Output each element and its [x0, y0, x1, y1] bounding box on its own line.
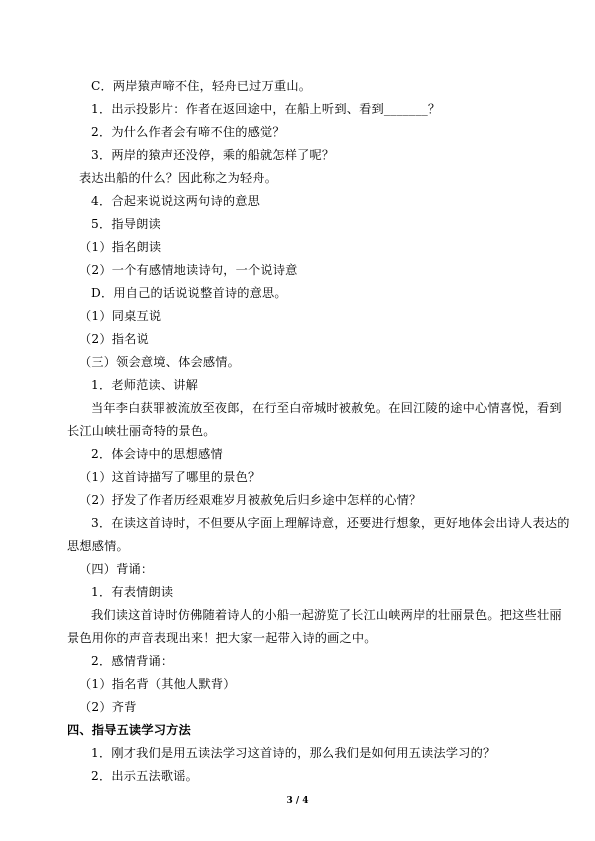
text-line: 2．为什么作者会有啼不住的感觉？ [91, 125, 285, 139]
text-line: 2．感情背诵： [91, 654, 174, 668]
text-line: 3．在读这首诗时，不但要从字面上理解诗意，还要进行想象，更好地体会出诗人表达的 [91, 516, 570, 530]
text-line: C．两岸猿声啼不住，轻舟已过万重山。 [91, 79, 312, 93]
text-line: 长江山峡壮丽奇特的景色。 [67, 424, 216, 438]
text-line: （1）指名背（其他人默背） [79, 677, 236, 691]
text-line: 景色用你的声音表现出来！把大家一起带入诗的画之中。 [67, 631, 377, 645]
text-line: （1）这首诗描写了哪里的景色？ [79, 470, 261, 484]
text-line: 当年李白获罪被流放至夜郎，在行至白帝城时被赦免。在回江陵的途中心情喜悦，看到 [91, 401, 562, 415]
major-heading: 四、指导五读学习方法 [67, 723, 191, 737]
text-line: 我们读这首诗时仿佛随着诗人的小船一起游览了长江山峡两岸的壮丽景色。把这些壮丽 [91, 608, 562, 622]
text-line: 2．体会诗中的思想感情 [91, 447, 223, 461]
text-line: 3．两岸的猿声还没停，乘的船就怎样了呢？ [91, 148, 335, 162]
text-line: （1）同桌互说 [79, 309, 162, 323]
text-line: 4．合起来说说这两句诗的意思 [91, 194, 260, 208]
text-line: 1．有表情朗读 [91, 585, 174, 599]
text-line: 思想感情。 [67, 539, 129, 553]
text-line: 2．出示五法歌谣。 [91, 769, 199, 783]
page-number: 3 / 4 [286, 796, 309, 806]
text-line: （2）齐背 [79, 700, 137, 714]
text-line: （2）一个有感情地读诗句，一个说诗意 [79, 263, 298, 277]
text-line: 1．刚才我们是用五读法学习这首诗的，那么我们是如何用五读法学习的？ [91, 746, 496, 760]
text-line: （2）抒发了作者历经艰难岁月被赦免后归乡途中怎样的心情？ [79, 493, 422, 507]
text-line: 5．指导朗读 [91, 217, 161, 231]
text-line: （1）指名朗读 [79, 240, 162, 254]
text-line: 1．出示投影片：作者在返回途中，在船上听到、看到_______？ [91, 102, 441, 116]
section-heading: （三）领会意境、体会感情。 [79, 355, 241, 369]
text-line: D．用自己的话说说整首诗的意思。 [91, 286, 287, 300]
text-line: 1．老师范读、讲解 [91, 378, 199, 392]
text-line: （2）指名说 [79, 332, 149, 346]
section-heading: （四）背诵： [79, 562, 154, 576]
text-line: 表达出船的什么？因此称之为轻舟。 [79, 171, 278, 185]
